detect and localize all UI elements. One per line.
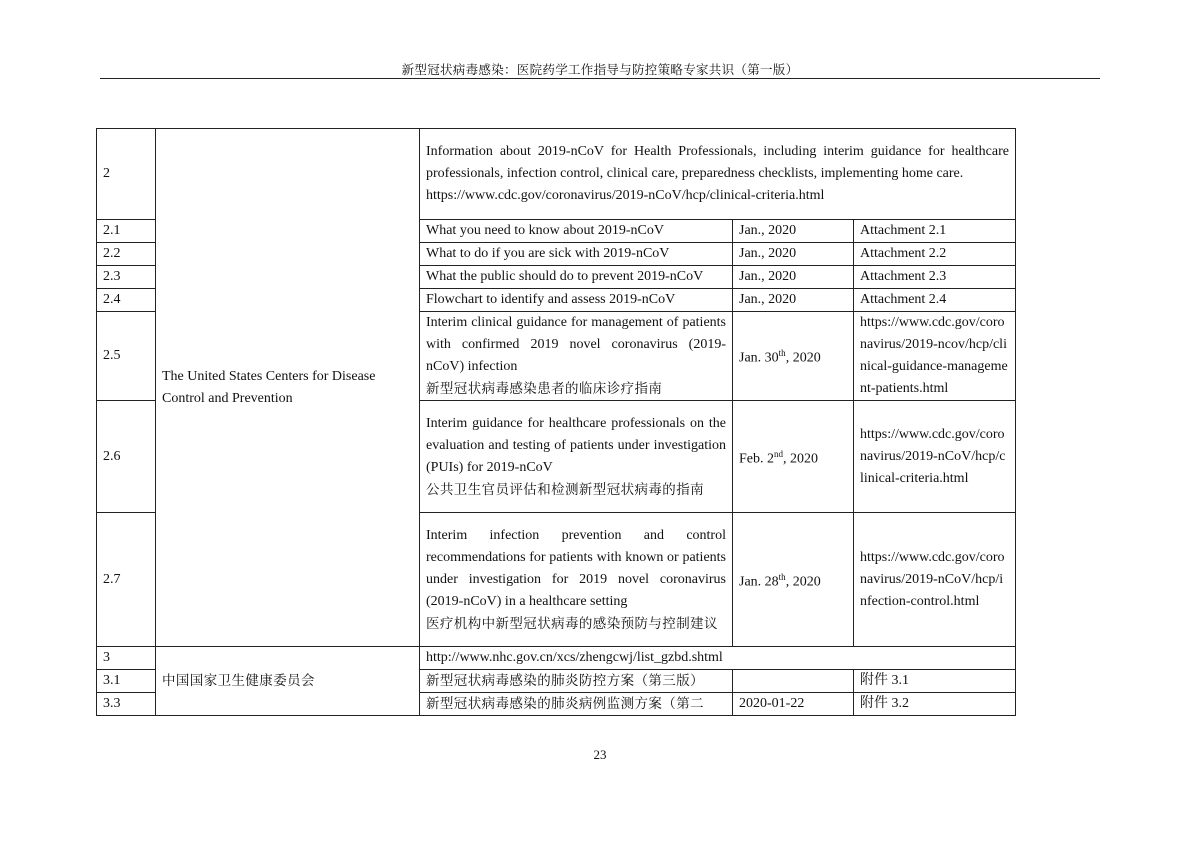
- attachment-ref: Attachment 2.3: [854, 266, 1016, 289]
- table-row: [97, 647, 1016, 670]
- organization-cell: [156, 129, 420, 647]
- description-text: Information about 2019-nCoV for Health Professionals, including interim guidance for healthcare professionals, infection control, clinical care, preparedness checklists, implementing home care.: [426, 144, 1009, 181]
- document-date: Jan. 28th, 2020: [733, 513, 854, 647]
- table-row: [97, 129, 1016, 220]
- row-number: 2.6: [97, 401, 156, 513]
- document-date: Jan. 30th, 2020: [733, 312, 854, 401]
- organization-cell: [156, 647, 420, 716]
- document-date: Jan., 2020: [733, 266, 854, 289]
- header-rule: [100, 78, 1100, 79]
- row-number: 3: [97, 647, 156, 670]
- title-english: Interim infection prevention and control recommendations for patients with known or patients under investigation for 2019 novel coronavirus (2019-nCoV) in a healthcare setting: [426, 527, 726, 609]
- document-link-cell: [854, 401, 1016, 513]
- document-title: What the public should do to prevent 2019-nCoV: [420, 266, 733, 289]
- attachment-ref: 附件 3.1: [854, 670, 1016, 693]
- row-number: 2: [97, 129, 156, 220]
- page-number: 23: [593, 747, 607, 762]
- title-chinese: 公共卫生官员评估和检测新型冠状病毒的指南: [426, 481, 704, 498]
- running-header: 新型冠状病毒感染：医院药学工作指导与防控策略专家共识（第一版）: [401, 62, 799, 77]
- document-link[interactable]: https://www.cdc.gov/coronavirus/2019-ncov/hcp/clinical-guidance-management-patients.html: [860, 315, 1008, 396]
- document-date: Jan., 2020: [733, 289, 854, 312]
- document-title: What to do if you are sick with 2019-nCoV: [420, 243, 733, 266]
- document-date: [733, 670, 854, 693]
- reference-table: [96, 128, 1016, 716]
- row-number: 2.1: [97, 220, 156, 243]
- section-description: [420, 129, 1016, 220]
- attachment-ref: 附件 3.2: [854, 693, 1016, 716]
- title-english: Interim clinical guidance for management of patients with confirmed 2019 novel coronavirus (2019-nCoV) infection: [426, 315, 726, 374]
- document-date: Jan., 2020: [733, 243, 854, 266]
- row-number: 2.5: [97, 312, 156, 401]
- document-title: What you need to know about 2019-nCoV: [420, 220, 733, 243]
- section-link[interactable]: https://www.cdc.gov/coronavirus/2019-nCoV/hcp/clinical-criteria.html: [426, 188, 825, 203]
- organization-name: The United States Centers for Disease Control and Prevention: [162, 368, 376, 406]
- document-title: [420, 513, 733, 647]
- document-title: 新型冠状病毒感染的肺炎病例监测方案（第二: [420, 693, 733, 716]
- document-link-cell: [854, 312, 1016, 401]
- row-number: 2.2: [97, 243, 156, 266]
- row-number: 2.7: [97, 513, 156, 647]
- section-link[interactable]: http://www.nhc.gov.cn/xcs/zhengcwj/list_gzbd.shtml: [426, 650, 723, 665]
- document-title: 新型冠状病毒感染的肺炎防控方案（第三版）: [420, 670, 733, 693]
- row-number: 3.3: [97, 693, 156, 716]
- document-link[interactable]: https://www.cdc.gov/coronavirus/2019-nCoV/hcp/clinical-criteria.html: [860, 426, 1006, 486]
- document-date: 2020-01-22: [733, 693, 854, 716]
- attachment-ref: Attachment 2.2: [854, 243, 1016, 266]
- document-title: Flowchart to identify and assess 2019-nCoV: [420, 289, 733, 312]
- section-description: [420, 647, 1016, 670]
- title-chinese: 医疗机构中新型冠状病毒的感染预防与控制建议: [426, 615, 718, 632]
- title-chinese: 新型冠状病毒感染患者的临床诊疗指南: [426, 381, 663, 397]
- row-number: 2.3: [97, 266, 156, 289]
- document-date: Jan., 2020: [733, 220, 854, 243]
- document-title: [420, 312, 733, 401]
- document-title: [420, 401, 733, 513]
- document-link[interactable]: https://www.cdc.gov/coronavirus/2019-nCoV/hcp/infection-control.html: [860, 549, 1005, 609]
- organization-name: 中国国家卫生健康委员会: [162, 673, 315, 689]
- attachment-ref: Attachment 2.4: [854, 289, 1016, 312]
- row-number: 2.4: [97, 289, 156, 312]
- document-link-cell: [854, 513, 1016, 647]
- row-number: 3.1: [97, 670, 156, 693]
- attachment-ref: Attachment 2.1: [854, 220, 1016, 243]
- document-date: Feb. 2nd, 2020: [733, 401, 854, 513]
- title-english: Interim guidance for healthcare professionals on the evaluation and testing of patients under investigation (PUIs) for 2019-nCoV: [426, 415, 726, 475]
